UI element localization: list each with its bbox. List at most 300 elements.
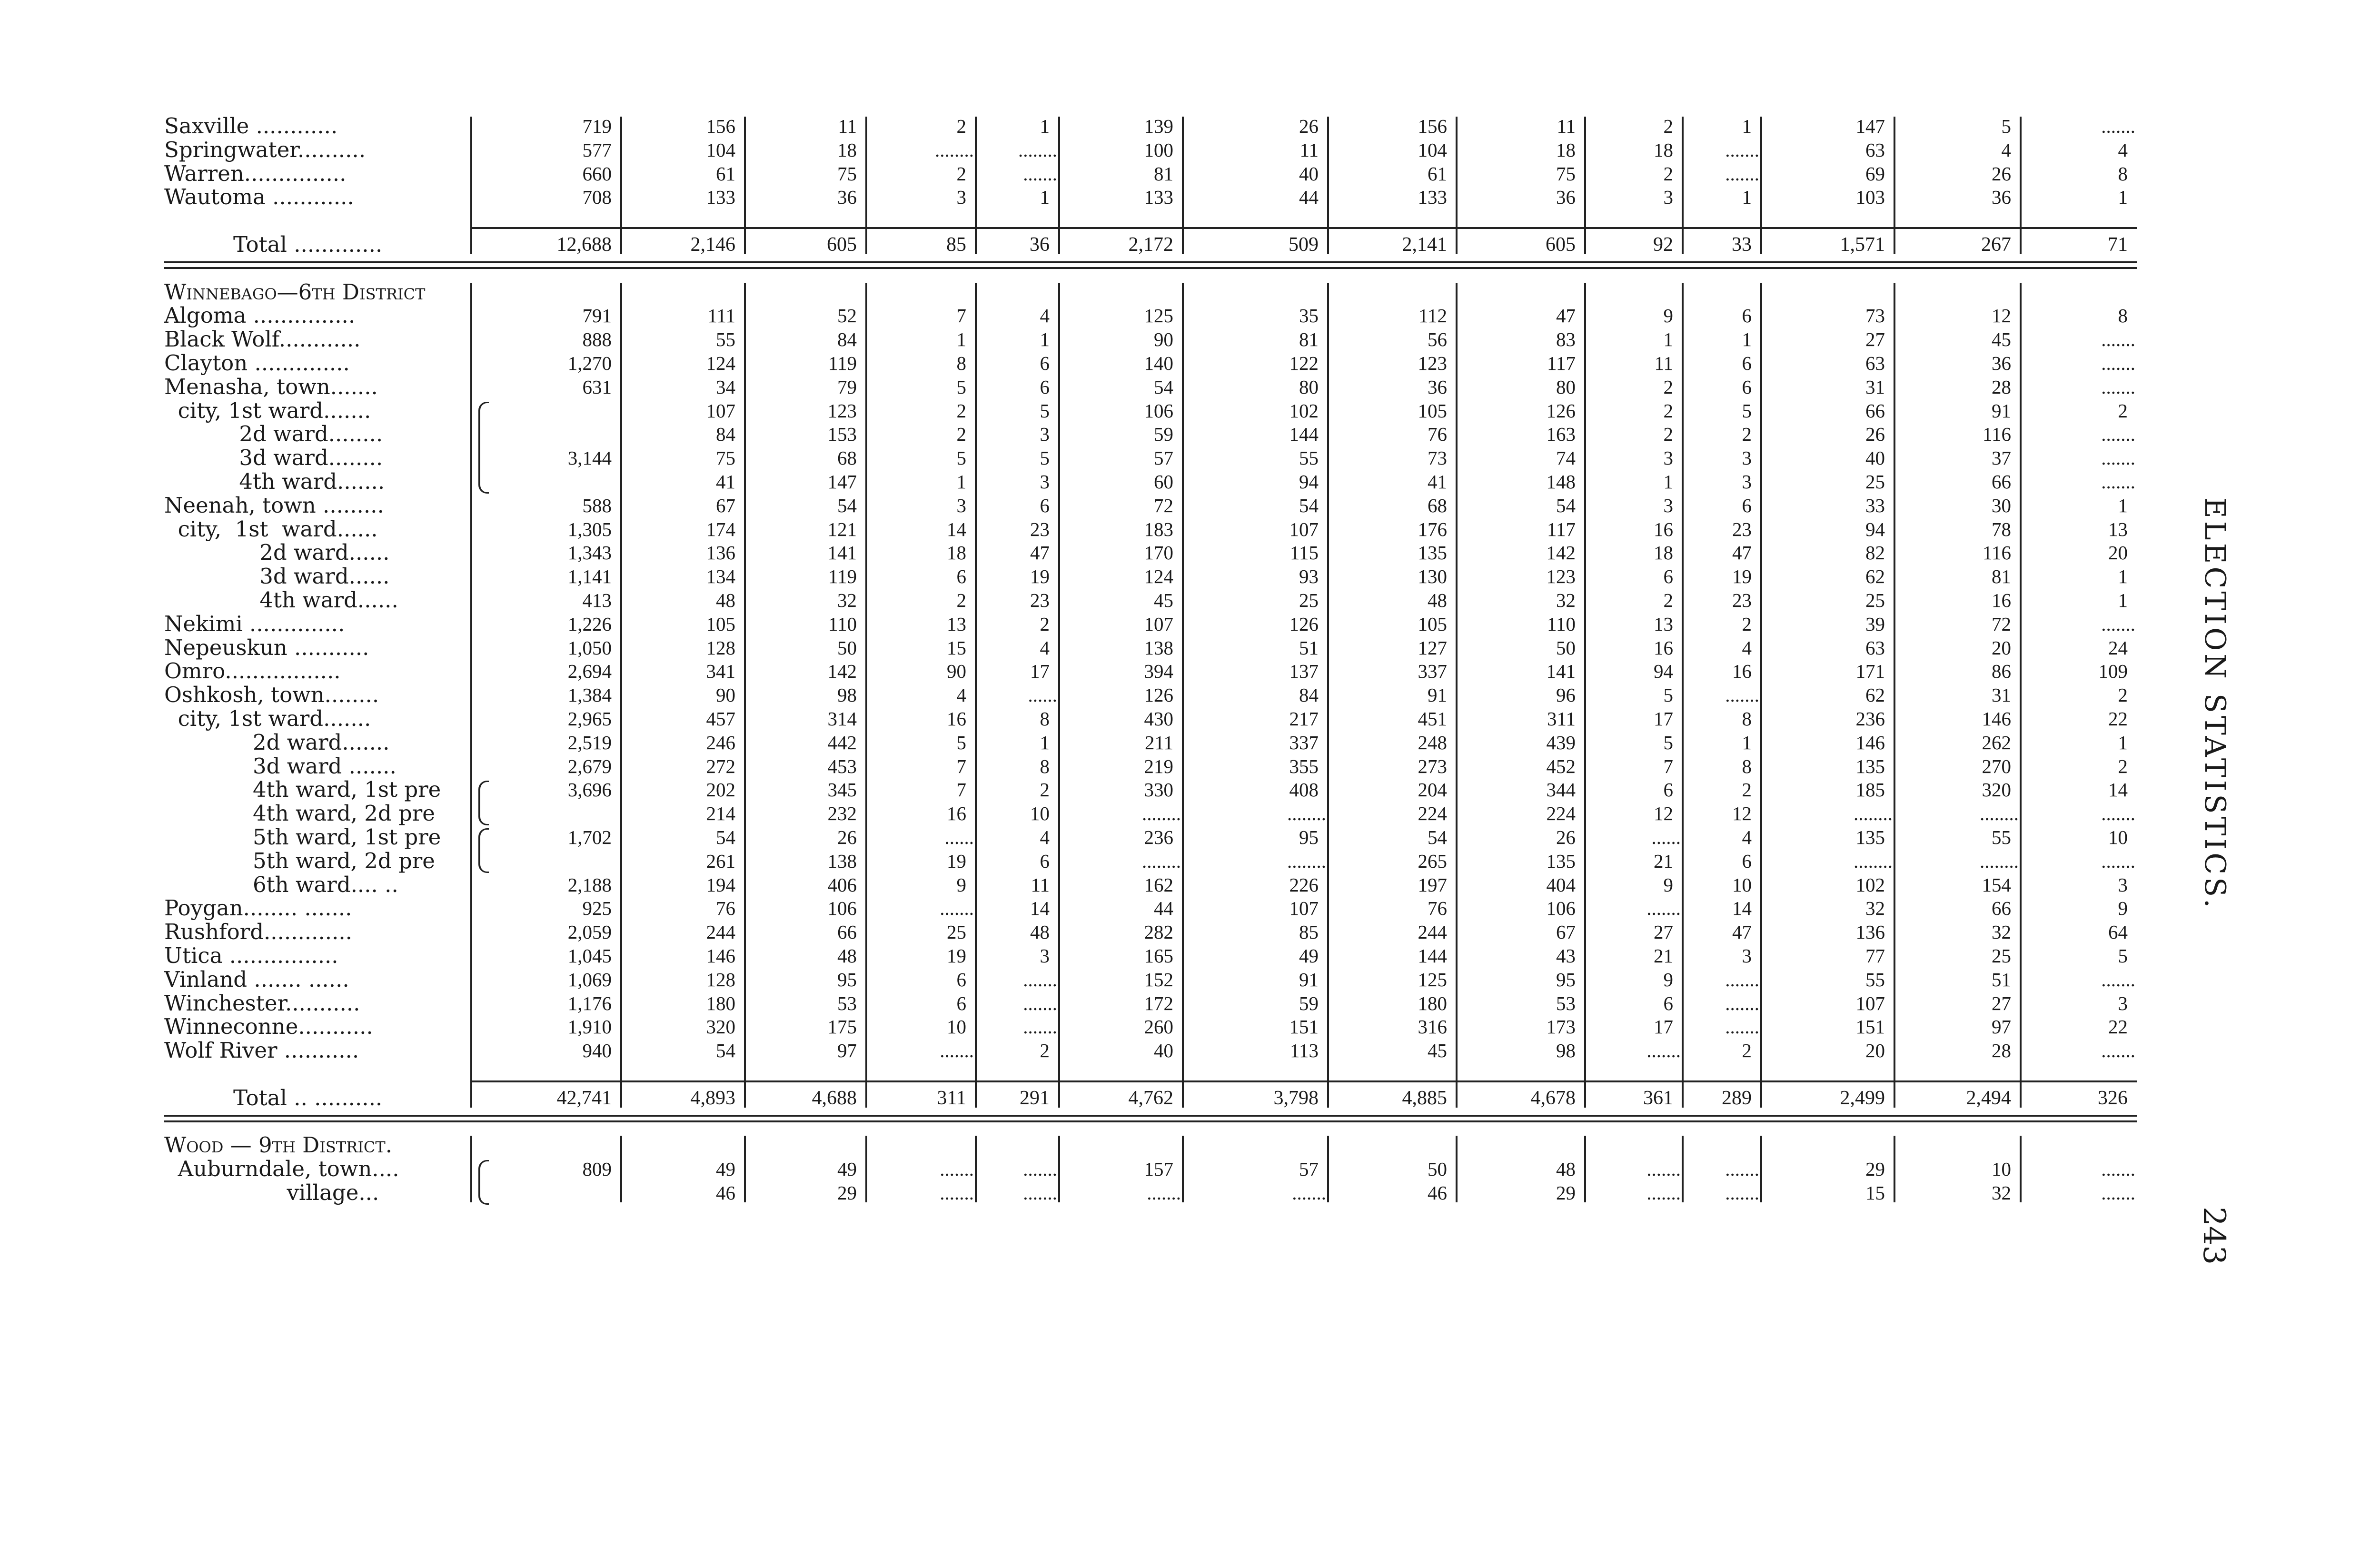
table-cell: 54 [716,1040,735,1062]
table-cell: 2 [1663,589,1673,611]
table-cell: 98 [837,684,857,706]
table-cell: 1 [2118,731,2128,753]
table-cell: 270 [1982,755,2011,777]
row-label: Nekimi .............. [164,612,345,636]
table-cell: 631 [582,376,612,398]
table-cell: 7 [956,305,966,327]
table-cell: 341 [706,660,735,683]
table-cell: 21 [1654,945,1673,967]
table-cell: 320 [706,1016,735,1038]
table-cell: 4 [1742,826,1752,848]
row-label: Poygan........ ....... [164,896,352,921]
table-cell: 29 [1865,1158,1885,1180]
table-cell: 17 [1654,1016,1673,1038]
table-cell: 44 [1154,897,1173,920]
table-cell: 45 [1154,589,1173,611]
row-label: 2d ward........ [164,422,383,446]
table-cell: 8 [956,352,966,374]
table-cell: 24 [2108,636,2128,659]
table-cell: 180 [1418,992,1447,1014]
table-cell: 2 [1742,423,1752,446]
table-cell: 3 [1742,471,1752,493]
total-cell: 1,571 [1840,234,1885,256]
table-cell: 7 [956,755,966,777]
table-cell: 29 [1556,1182,1576,1204]
table-cell: ....... [1023,968,1057,991]
table-cell: 54 [1556,494,1576,516]
column-rule [1058,283,1060,1108]
table-cell: 77 [1865,945,1885,967]
table-cell: 26 [837,826,857,848]
table-cell: 146 [706,945,735,967]
table-cell: 337 [1418,660,1447,683]
table-cell: 262 [1982,731,2011,753]
table-cell: 56 [1428,328,1447,351]
table-cell: 39 [1865,613,1885,635]
column-rule [1456,283,1458,1108]
table-cell: 577 [582,139,612,161]
table-cell: 6 [1742,305,1752,327]
column-rule [1327,1136,1329,1202]
table-cell: 83 [1556,328,1576,351]
table-cell: 3 [1040,945,1050,967]
table-cell: 185 [1855,779,1885,801]
table-cell: 5 [956,447,966,469]
table-cell: 5 [1040,447,1050,469]
table-cell: 32 [1992,921,2011,943]
table-cell: ....... [1725,1016,1759,1038]
row-label: 6th ward.... .. [164,872,398,897]
table-cell: ....... [1023,1016,1057,1038]
row-label: city, 1st ward....... [164,707,371,731]
table-cell: 2 [1663,399,1673,422]
table-cell: 138 [827,850,857,872]
table-cell: 2 [1742,779,1752,801]
column-rule [1182,283,1184,1108]
table-cell: 172 [1144,992,1173,1014]
table-cell: 1 [1742,186,1752,208]
table-cell: 19 [947,850,966,872]
column-rule [1682,117,1684,254]
total-cell: 36 [1030,234,1050,256]
table-cell: 2 [1040,1040,1050,1062]
table-cell: 116 [1983,423,2011,446]
table-cell: 16 [1654,518,1673,540]
table-cell: 47 [1030,542,1050,564]
row-label: 2d ward....... [164,730,390,754]
table-cell: 2,679 [567,755,612,777]
table-cell: 136 [1855,921,1885,943]
row-label: Springwater.......... [164,138,366,162]
table-cell: 41 [1428,471,1447,493]
grouping-brace [478,1160,489,1205]
table-cell: 16 [947,803,966,825]
table-cell: 105 [1418,399,1447,422]
table-cell: 93 [1299,565,1319,588]
table-cell: 36 [1428,376,1447,398]
column-rule [1760,283,1762,1108]
table-cell: 25 [1992,945,2011,967]
table-cell: 25 [947,921,966,943]
row-label: Warren............... [164,161,347,186]
table-cell: 74 [1556,447,1576,469]
table-cell: 17 [1654,708,1673,730]
table-cell: 66 [1992,471,2011,493]
table-cell: ....... [1646,1182,1681,1204]
table-cell: 4 [1040,826,1050,848]
table-cell: ....... [940,897,974,920]
table-cell: 36 [1556,186,1576,208]
table-cell: 117 [1547,352,1576,374]
table-cell: 232 [827,803,857,825]
table-cell: 4 [1040,305,1050,327]
table-cell: 126 [1546,399,1576,422]
table-cell: 76 [1428,897,1447,920]
table-cell: 75 [1556,162,1576,185]
table-cell: 55 [716,328,735,351]
table-cell: 47 [1556,305,1576,327]
column-rule [975,117,977,254]
table-cell: 12 [1732,803,1752,825]
row-label: 4th ward...... [164,588,398,612]
table-cell: 314 [827,708,857,730]
table-cell: 107 [706,399,735,422]
table-cell: 90 [1154,328,1173,351]
table-cell: 248 [1418,731,1447,753]
column-rule [1327,117,1329,254]
table-cell: 133 [1418,186,1447,208]
table-cell: 147 [827,471,857,493]
row-label: 5th ward, 1st pre [164,825,441,849]
row-label: Menasha, town....... [164,375,378,399]
table-cell: 26 [1556,826,1576,848]
table-cell: 925 [582,897,612,920]
table-cell: 61 [1428,162,1447,185]
table-cell: 5 [1040,399,1050,422]
total-cell: 326 [2098,1087,2128,1109]
column-rule [1058,1136,1060,1202]
column-rule [1682,1136,1684,1202]
column-rule [1760,1136,1762,1202]
table-cell: 1,702 [567,826,612,848]
table-cell: 49 [1299,945,1319,967]
table-cell: 202 [706,779,735,801]
table-cell: 125 [1418,968,1447,991]
table-cell: 2 [2118,399,2128,422]
table-cell: 90 [947,660,966,683]
table-cell: 107 [1855,992,1885,1014]
table-cell: 214 [706,803,735,825]
table-cell: 1,141 [567,565,612,588]
table-cell: 11 [1299,139,1319,161]
table-cell: 82 [1865,542,1885,564]
table-cell: 135 [1855,826,1885,848]
table-cell: 50 [1556,636,1576,659]
table-cell: 106 [827,897,857,920]
total-cell: 2,146 [690,234,735,256]
table-cell: 62 [1865,684,1885,706]
column-rule [865,1136,867,1202]
table-cell: 452 [1546,755,1576,777]
column-rule [1682,283,1684,1108]
table-cell: 20 [1865,1040,1885,1062]
column-rule [620,283,622,1108]
table-cell: 47 [1732,921,1752,943]
table-cell: 156 [1418,115,1447,137]
total-cell: 2,141 [1402,234,1447,256]
column-rule [470,117,472,254]
table-cell: 19 [1030,565,1050,588]
total-rule-top [471,227,2137,229]
table-cell: 3 [1040,471,1050,493]
table-cell: 3 [1040,423,1050,446]
table-cell: 136 [706,542,735,564]
table-cell: 1 [1040,731,1050,753]
table-cell: 3 [2118,992,2128,1014]
table-cell: 2 [956,115,966,137]
table-cell: 809 [582,1158,612,1180]
table-cell: 14 [1030,897,1050,920]
table-cell: 1,343 [567,542,612,564]
table-cell: ....... [2101,423,2135,446]
total-rule-top [471,1080,2137,1082]
table-cell: ....... [2101,115,2135,137]
table-cell: 21 [1654,850,1673,872]
table-cell: 260 [1144,1016,1173,1038]
row-label: Clayton .............. [164,351,350,375]
column-rule [744,1136,746,1202]
table-cell: 272 [706,755,735,777]
table-cell: 137 [1289,660,1319,683]
table-cell: 54 [1154,376,1173,398]
table-cell: 6 [1040,850,1050,872]
row-label: Rushford............. [164,920,352,944]
table-cell: 68 [1428,494,1447,516]
row-label: 3d ward........ [164,446,383,470]
table-cell: 53 [837,992,857,1014]
table-cell: 45 [1992,328,2011,351]
table-cell: 9 [1663,305,1673,327]
row-label: Nepeuskun ........... [164,635,369,660]
table-cell: 116 [1983,542,2011,564]
table-cell: 442 [827,731,857,753]
table-cell: 173 [1546,1016,1576,1038]
table-cell: 244 [706,921,735,943]
table-cell: 25 [1865,471,1885,493]
table-cell: 10 [1732,873,1752,896]
total-cell: 4,762 [1128,1087,1173,1109]
table-cell: 408 [1289,779,1319,801]
table-cell: 40 [1865,447,1885,469]
table-cell: ....... [1023,1158,1057,1180]
table-cell: 175 [827,1016,857,1038]
table-cell: 19 [947,945,966,967]
table-cell: 330 [1144,779,1173,801]
table-cell: 85 [1299,921,1319,943]
column-rule [1584,117,1586,254]
table-cell: 63 [1865,352,1885,374]
total-cell: 4,688 [812,1087,857,1109]
total-label: Total ............. [233,233,383,257]
row-label: Auburndale, town.... [164,1157,399,1181]
table-cell: 61 [716,162,735,185]
table-cell: 95 [1299,826,1319,848]
column-rule [470,1136,472,1202]
table-cell: 439 [1546,731,1576,753]
table-cell: ....... [1023,1182,1057,1204]
table-cell: 413 [582,589,612,611]
table-cell: 344 [1546,779,1576,801]
table-cell: ........ [1854,803,1893,825]
table-cell: 217 [1289,708,1319,730]
table-cell: 2 [2118,755,2128,777]
table-cell: 2 [1663,376,1673,398]
table-cell: 22 [2108,708,2128,730]
table-cell: 28 [1992,1040,2011,1062]
table-cell: 125 [1144,305,1173,327]
total-cell: 2,494 [1966,1087,2011,1109]
table-cell: 20 [1992,636,2011,659]
table-cell: 211 [1145,731,1173,753]
table-cell: 244 [1418,921,1447,943]
table-cell: 151 [1289,1016,1319,1038]
table-cell: 51 [1299,636,1319,659]
table-cell: 163 [1546,423,1576,446]
table-cell: 98 [1556,1040,1576,1062]
table-cell: 273 [1418,755,1447,777]
table-cell: 54 [716,826,735,848]
table-cell: 162 [1144,873,1173,896]
table-cell: 63 [1865,139,1885,161]
table-cell: 57 [1154,447,1173,469]
table-cell: ....... [940,1182,974,1204]
table-cell: 66 [1865,399,1885,422]
table-cell: 2 [2118,684,2128,706]
table-cell: 7 [1663,755,1673,777]
table-cell: ....... [2101,328,2135,351]
table-cell: 54 [1428,826,1447,848]
table-cell: ....... [1725,992,1759,1014]
table-cell: 1 [2118,565,2128,588]
row-label: city, 1st ward...... [164,517,378,541]
table-cell: 6 [1663,992,1673,1014]
table-cell: 126 [1144,684,1173,706]
table-cell: 9 [956,873,966,896]
table-cell: 1 [1742,115,1752,137]
table-cell: 133 [706,186,735,208]
table-cell: 197 [1418,873,1447,896]
table-cell: 47 [1732,542,1752,564]
table-cell: 1,045 [567,945,612,967]
table-cell: 72 [1992,613,2011,635]
table-cell: 406 [827,873,857,896]
table-cell: 73 [1428,447,1447,469]
column-rule [2020,117,2022,254]
table-cell: 2 [1742,1040,1752,1062]
table-cell: 40 [1299,162,1319,185]
table-cell: 135 [1855,755,1885,777]
table-cell: 320 [1982,779,2011,801]
table-cell: 170 [1144,542,1173,564]
table-cell: 36 [1992,352,2011,374]
table-cell: 69 [1865,162,1885,185]
table-cell: 148 [1546,471,1576,493]
table-cell: 119 [828,565,857,588]
table-cell: 151 [1855,1016,1885,1038]
table-cell: 146 [1855,731,1885,753]
table-cell: ....... [2101,1158,2135,1180]
table-cell: 144 [1418,945,1447,967]
table-cell: 95 [1556,968,1576,991]
table-cell: 20 [2108,542,2128,564]
total-cell: 267 [1981,234,2011,256]
table-cell: ....... [2101,803,2135,825]
table-cell: ....... [2101,1040,2135,1062]
total-label: Total .. .......... [233,1086,383,1110]
table-cell: 1,384 [567,684,612,706]
table-cell: 72 [1154,494,1173,516]
table-cell: 6 [1742,494,1752,516]
table-cell: 194 [706,873,735,896]
table-cell: 107 [1289,518,1319,540]
column-rule [1894,117,1895,254]
table-cell: 32 [837,589,857,611]
table-cell: ....... [1292,1182,1326,1204]
running-head-text: ELECTION STATISTICS. [2198,497,2231,911]
table-cell: ....... [2101,850,2135,872]
table-cell: 117 [1547,518,1576,540]
table-cell: ........ [1287,803,1326,825]
table-cell: ....... [1725,968,1759,991]
table-cell: 48 [1556,1158,1576,1180]
table-cell: 6 [1040,494,1050,516]
table-cell: 11 [1557,115,1576,137]
table-cell: 80 [1299,376,1319,398]
grouping-brace [478,402,489,494]
table-cell: ....... [1725,1158,1759,1180]
table-cell: 18 [1654,139,1673,161]
table-cell: 6 [1040,352,1050,374]
column-rule [1182,117,1184,254]
total-cell: 4,678 [1530,1087,1576,1109]
table-cell: 27 [1865,328,1885,351]
row-label: 3d ward ....... [164,754,397,778]
table-cell: 2 [956,423,966,446]
total-cell: 361 [1643,1087,1673,1109]
table-cell: 2,059 [567,921,612,943]
table-cell: 23 [1030,518,1050,540]
table-cell: 48 [716,589,735,611]
table-cell: 91 [1992,399,2011,422]
table-cell: ....... [1725,684,1759,706]
table-cell: 59 [1299,992,1319,1014]
table-cell: 311 [1547,708,1576,730]
table-cell: 2 [1040,779,1050,801]
table-cell: 3 [956,494,966,516]
row-label: 4th ward, 2d pre [164,802,435,826]
column-rule [620,117,622,254]
table-cell: 73 [1865,305,1885,327]
table-cell: 59 [1154,423,1173,446]
table-cell: 9 [1663,873,1673,896]
table-cell: 224 [1418,803,1447,825]
table-cell: 1 [1742,731,1752,753]
table-cell: 45 [1428,1040,1447,1062]
table-cell: 122 [1289,352,1319,374]
table-cell: 2 [956,162,966,185]
table-cell: 18 [1654,542,1673,564]
table-cell: 6 [1742,850,1752,872]
